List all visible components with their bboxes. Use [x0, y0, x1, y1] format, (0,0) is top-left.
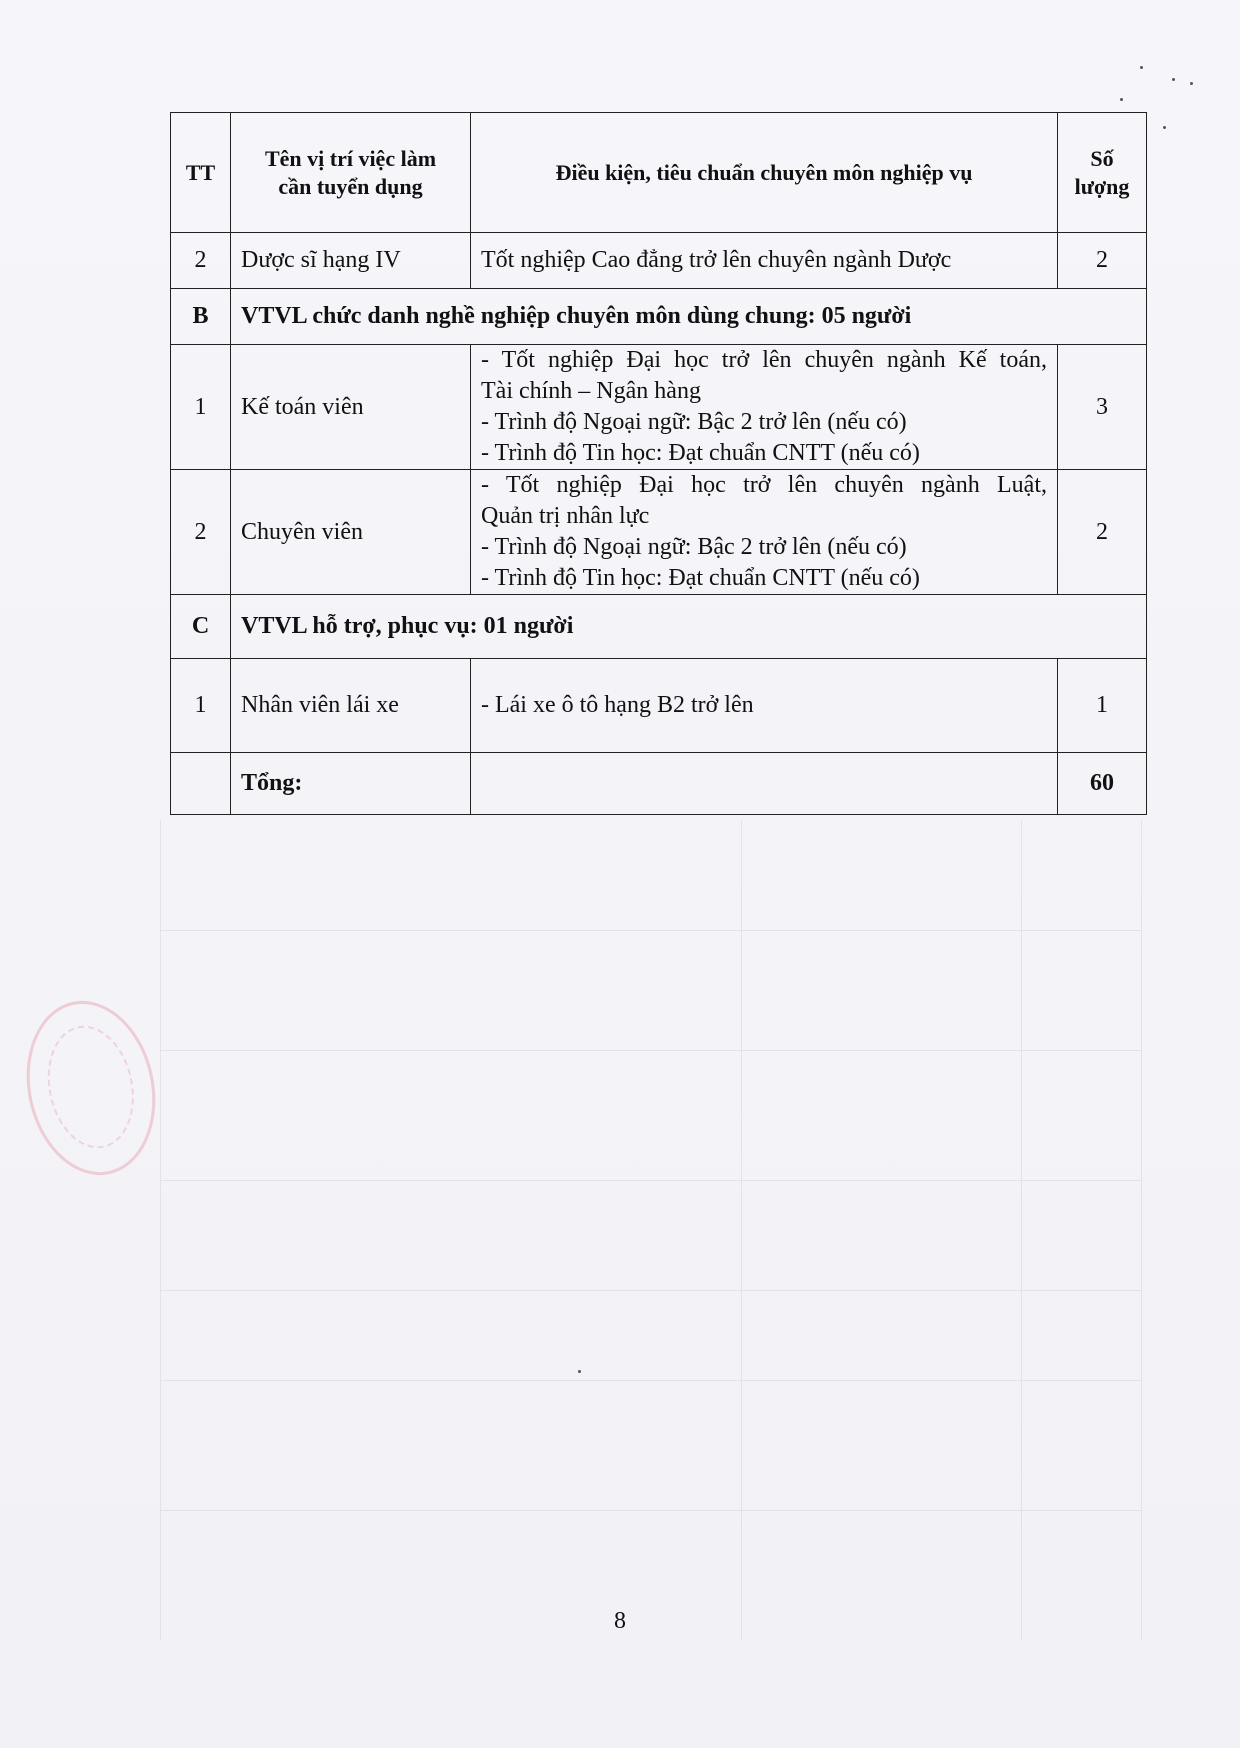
bleed-through-ghost — [160, 820, 1142, 1640]
row-tt: 2 — [171, 233, 231, 289]
page-number: 8 — [614, 1608, 626, 1634]
row-tt: 2 — [171, 470, 231, 595]
row-requirement: Tốt nghiệp Cao đẳng trở lên chuyên ngành Dược — [471, 233, 1058, 289]
header-tt: TT — [171, 113, 231, 233]
recruitment-table — [170, 112, 1147, 815]
total-empty-cell — [471, 753, 1058, 815]
section-code: C — [171, 595, 231, 659]
total-quantity: 60 — [1058, 753, 1147, 815]
section-title: VTVL hỗ trợ, phục vụ: 01 người — [231, 595, 1147, 659]
row-requirement — [471, 470, 1058, 595]
row-requirement: - Lái xe ô tô hạng B2 trở lên — [471, 659, 1058, 753]
table-row — [171, 470, 1147, 595]
header-quantity: Số lượng — [1058, 113, 1147, 233]
table-row — [171, 345, 1147, 470]
section-row-c — [171, 595, 1147, 659]
section-row-b — [171, 289, 1147, 345]
section-title: VTVL chức danh nghề nghiệp chuyên môn dùng chung: 05 người — [231, 289, 1147, 345]
requirement-line: - Tốt nghiệp Đại học trở lên chuyên ngành Luật, — [481, 472, 1047, 498]
row-tt: 1 — [171, 659, 231, 753]
row-quantity: 2 — [1058, 470, 1147, 595]
requirement-line: - Trình độ Tin học: Đạt chuẩn CNTT (nếu có) — [481, 440, 920, 466]
red-seal-stamp — [11, 989, 171, 1187]
table-row — [171, 659, 1147, 753]
row-quantity: 2 — [1058, 233, 1147, 289]
total-row — [171, 753, 1147, 815]
requirement-line: - Trình độ Ngoại ngữ: Bậc 2 trở lên (nếu có) — [481, 534, 907, 560]
header-position: Tên vị trí việc làm cần tuyển dụng — [231, 113, 471, 233]
row-position: Chuyên viên — [231, 470, 471, 595]
row-position: Dược sĩ hạng IV — [231, 233, 471, 289]
row-quantity: 1 — [1058, 659, 1147, 753]
table-row — [171, 233, 1147, 289]
requirement-line: - Trình độ Ngoại ngữ: Bậc 2 trở lên (nếu có) — [481, 409, 907, 435]
row-tt: 1 — [171, 345, 231, 470]
table-header-row — [171, 113, 1147, 233]
requirement-line: - Tốt nghiệp Đại học trở lên chuyên ngành Kế toán, — [481, 347, 1047, 373]
row-requirement — [471, 345, 1058, 470]
header-requirements: Điều kiện, tiêu chuẩn chuyên môn nghiệp vụ — [471, 113, 1058, 233]
row-quantity: 3 — [1058, 345, 1147, 470]
total-label: Tổng: — [231, 753, 471, 815]
row-position: Nhân viên lái xe — [231, 659, 471, 753]
row-position: Kế toán viên — [231, 345, 471, 470]
total-empty-cell — [171, 753, 231, 815]
requirement-line: Tài chính – Ngân hàng — [481, 378, 701, 404]
section-code: B — [171, 289, 231, 345]
requirement-line: - Trình độ Tin học: Đạt chuẩn CNTT (nếu có) — [481, 565, 920, 591]
requirement-line: Quản trị nhân lực — [481, 503, 650, 529]
